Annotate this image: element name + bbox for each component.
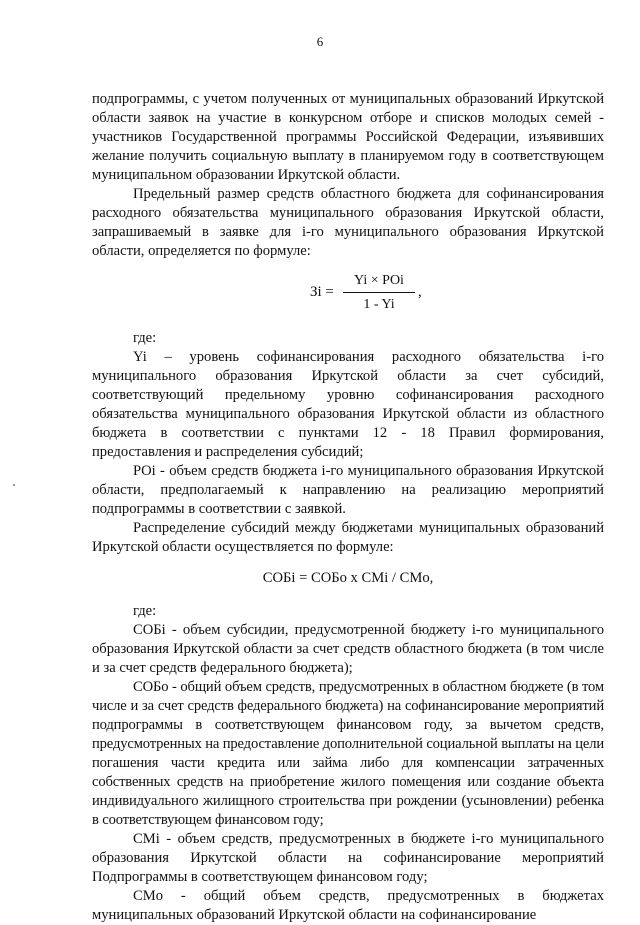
formula-fraction [343, 271, 415, 314]
formula-distribution: СОБi = СОБо х CMi / CMo, [262, 570, 434, 586]
formula-limit [92, 267, 604, 323]
paragraph-distribution: Распределение субсидий между бюджетами муниципальных образований Иркутской области осуществляется по формуле: [92, 520, 604, 555]
formula-numerator: Yi × POi [343, 271, 415, 293]
definition-cmi: CMi - объем средств, предусмотренных в бюджете i-го муниципального образования Иркутской области на софинансирование мероприятий Подпрограммы в соответствующем финансовом году; [92, 831, 604, 885]
where-label-2: где: [133, 603, 157, 619]
formula-denominator: 1 - Yi [363, 297, 395, 312]
paragraph-intro: подпрограммы, с учетом полученных от муниципальных образований Иркутской области заявок на участие в конкурсном отборе и списков молодых семей - участников Государственной программы Российской Федерации, изъявивших желание получить социальную выплату в планируемом году в соответствующем муниципальном образовании Иркутской области. [92, 91, 604, 183]
paragraph-limit-size: Предельный размер средств областного бюджета для софинансирования расходного обязательства муниципального образования Иркутской области, запрашиваемый в заявке для i-го муниципального образования Иркутской области, определяется по формуле: [92, 186, 604, 259]
where-label-1: где: [133, 330, 157, 346]
definition-poi: POi - объем средств бюджета i-го муниципального образования Иркутской области, предполагаемый к направлению на реализацию мероприятий подпрограммы в соответствии с заявкой. [92, 463, 604, 517]
definition-yi: Yi – уровень софинансирования расходного обязательства i-го муниципального образования Иркутской области за счет субсидий, соответствующий предельному уровню софинансирования расходного обязательства муниципального образования Иркутской области из областного бюджета в соответствии с пунктами 12 - 18 Правил формирования, предоставления и распределения субсидий; [92, 349, 604, 460]
page-number: 6 [316, 34, 324, 49]
formula-lhs: Зi = [310, 284, 334, 300]
scan-speck [13, 484, 15, 486]
definition-sobi: СОБi - объем субсидии, предусмотренной бюджету i-го муниципального образования Иркутской области за счет средств областного бюджета (в том числе и за счет средств федерального бюджета); [92, 622, 604, 676]
formula-comma: , [418, 284, 422, 300]
definition-sobo: СОБо - общий объем средств, предусмотренных в областном бюджете (в том числе и за счет средств федерального бюджета) на софинансирование мероприятий подпрограммы в соответствующем финансовом году, за вычетом средств, предусмотренных на предоставление дополнительной социальной выплаты на цели погашения части кредита или займа либо для компенсации затраченных собственных средств на приобретение жилого помещения или создание объекта индивидуального жилищного строительства при рождении (усыновлении) ребенка в соответствующем финансовом году; [92, 679, 604, 828]
definition-cmo: CMo - общий объем средств, предусмотренных в бюджетах муниципальных образований Иркутской области на софинансирование [92, 888, 604, 923]
document-body [92, 90, 604, 925]
